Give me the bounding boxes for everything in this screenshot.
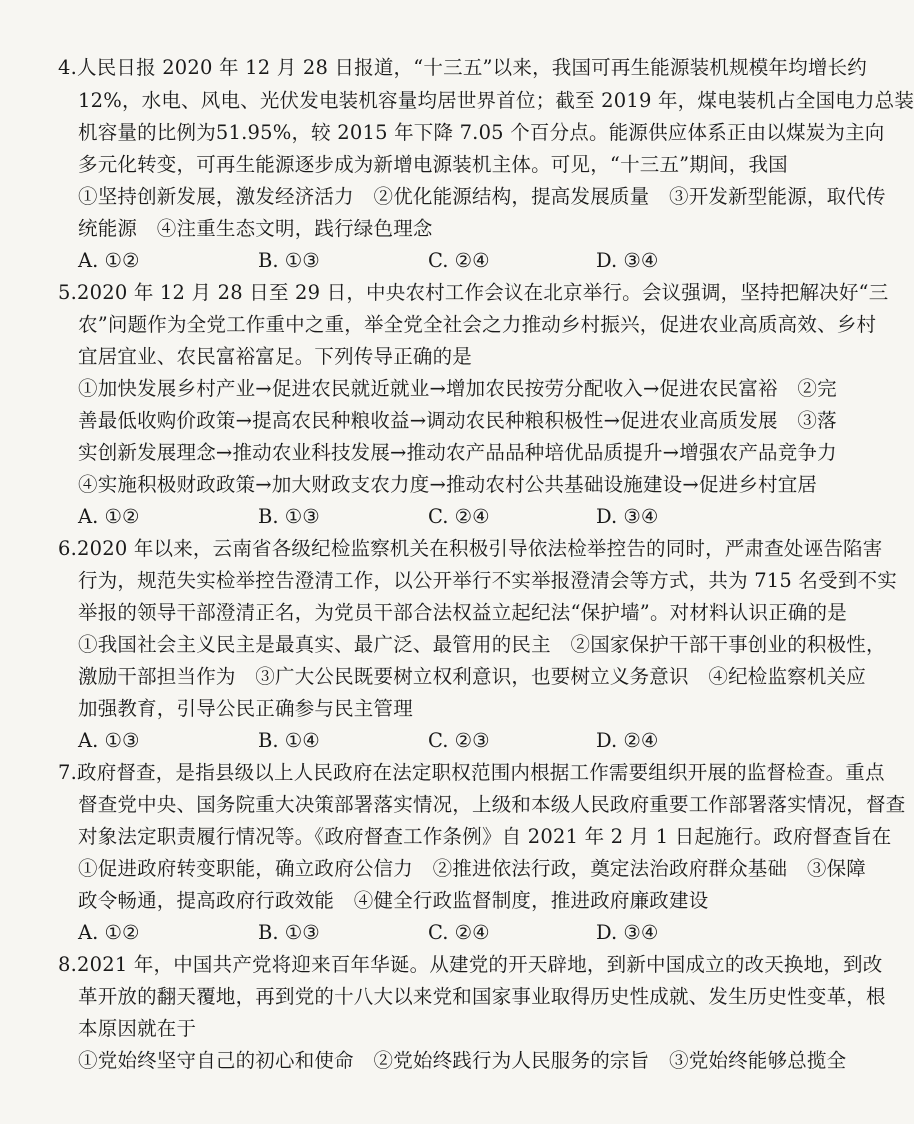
- question-line: 5.2020 年 12 月 28 日至 29 日，中央农村工作会议在北京举行。会议强调，坚持把解决好“三: [58, 281, 889, 304]
- option-d: D. ③④: [596, 249, 659, 272]
- question-line: 加强教育，引导公民正确参与民主管理: [78, 697, 413, 720]
- option-c: C. ②④: [428, 249, 490, 272]
- question-line: 督查党中央、国务院重大决策部署落实情况，上级和本级人民政府重要工作部署落实情况，督查: [78, 793, 906, 816]
- option-a: A. ①②: [78, 249, 140, 272]
- question-line: 12%，水电、风电、光伏发电装机容量均居世界首位；截至 2019 年，煤电装机占全国电力总装: [78, 89, 914, 112]
- option-d: D. ③④: [596, 505, 659, 528]
- question-line: 激励干部担当作为 ③广大公民既要树立权利意识，也要树立义务意识 ④纪检监察机关应: [78, 665, 867, 688]
- question-line: 多元化转变，可再生能源逐步成为新增电源装机主体。可见，“十三五”期间，我国: [78, 153, 788, 176]
- question-line: 本原因就在于: [78, 1017, 197, 1040]
- option-c: C. ②③: [428, 729, 490, 752]
- option-d: D. ②④: [596, 729, 659, 752]
- question-line: ①党始终坚守自己的初心和使命 ②党始终践行为人民服务的宗旨 ③党始终能够总揽全: [78, 1049, 847, 1072]
- question-line: 7.政府督查，是指县级以上人民政府在法定职权范围内根据工作需要组织开展的监督检查。重点: [58, 761, 885, 784]
- question-line: 统能源 ④注重生态文明，践行绿色理念: [78, 217, 433, 240]
- option-b: B. ①③: [258, 249, 320, 272]
- question-line: 机容量的比例为51.95%，较 2015 年下降 7.05 个百分点。能源供应体系正由以煤炭为主向: [78, 121, 885, 144]
- question-line: 6.2020 年以来，云南省各级纪检监察机关在积极引导依法检举控告的同时，严肃查处诬告陷害: [58, 537, 883, 560]
- question-line: 4.人民日报 2020 年 12 月 28 日报道，“十三五”以来，我国可再生能源装机规模年均增长约: [58, 56, 867, 79]
- option-c: C. ②④: [428, 921, 490, 944]
- question-line: 革开放的翻天覆地，再到党的十八大以来党和国家事业取得历史性成就、发生历史性变革，根: [78, 985, 886, 1008]
- question-line: 善最低收购价政策→提高农民种粮收益→调动农民种粮积极性→促进农业高质发展 ③落: [78, 409, 837, 432]
- question-line: ①促进政府转变职能，确立政府公信力 ②推进依法行政，奠定法治政府群众基础 ③保障: [78, 857, 867, 880]
- question-line: 实创新发展理念→推动农业科技发展→推动农产品品种培优品质提升→增强农产品竞争力: [78, 441, 837, 464]
- option-a: A. ①③: [78, 729, 140, 752]
- option-a: A. ①②: [78, 921, 140, 944]
- question-line: 行为，规范失实检举控告澄清工作，以公开举行不实举报澄清会等方式，共为 715 名受到不实: [78, 569, 897, 592]
- question-line: 举报的领导干部澄清正名，为党员干部合法权益立起纪法“保护墙”。对材料认识正确的是: [78, 601, 847, 624]
- option-d: D. ③④: [596, 921, 659, 944]
- question-line: 对象法定职责履行情况等。《政府督查工作条例》自 2021 年 2 月 1 日起施行。政府督查旨在: [78, 825, 892, 848]
- question-line: ①加快发展乡村产业→促进农民就近就业→增加农民按劳分配收入→促进农民富裕 ②完: [78, 377, 837, 400]
- option-b: B. ①③: [258, 505, 320, 528]
- question-line: ④实施积极财政政策→加大财政支农力度→推动农村公共基础设施建设→促进乡村宜居: [78, 473, 818, 496]
- question-line: 政令畅通，提高政府行政效能 ④健全行政监督制度，推进政府廉政建设: [78, 889, 709, 912]
- option-b: B. ①③: [258, 921, 320, 944]
- question-line: ①坚持创新发展，激发经济活力 ②优化能源结构，提高发展质量 ③开发新型能源，取代传: [78, 185, 886, 208]
- question-line: 农”问题作为全党工作重中之重，举全党全社会之力推动乡村振兴，促进农业高质高效、乡村: [78, 313, 877, 336]
- question-line: 宜居宜业、农民富裕富足。下列传导正确的是: [78, 345, 473, 368]
- option-b: B. ①④: [258, 729, 320, 752]
- option-a: A. ①②: [78, 505, 140, 528]
- question-line: ①我国社会主义民主是最真实、最广泛、最管用的民主 ②国家保护干部干事创业的积极性，: [78, 633, 886, 656]
- option-c: C. ②④: [428, 505, 490, 528]
- question-line: 8.2021 年，中国共产党将迎来百年华诞。从建党的开天辟地，到新中国成立的改天换地，到改: [58, 953, 883, 976]
